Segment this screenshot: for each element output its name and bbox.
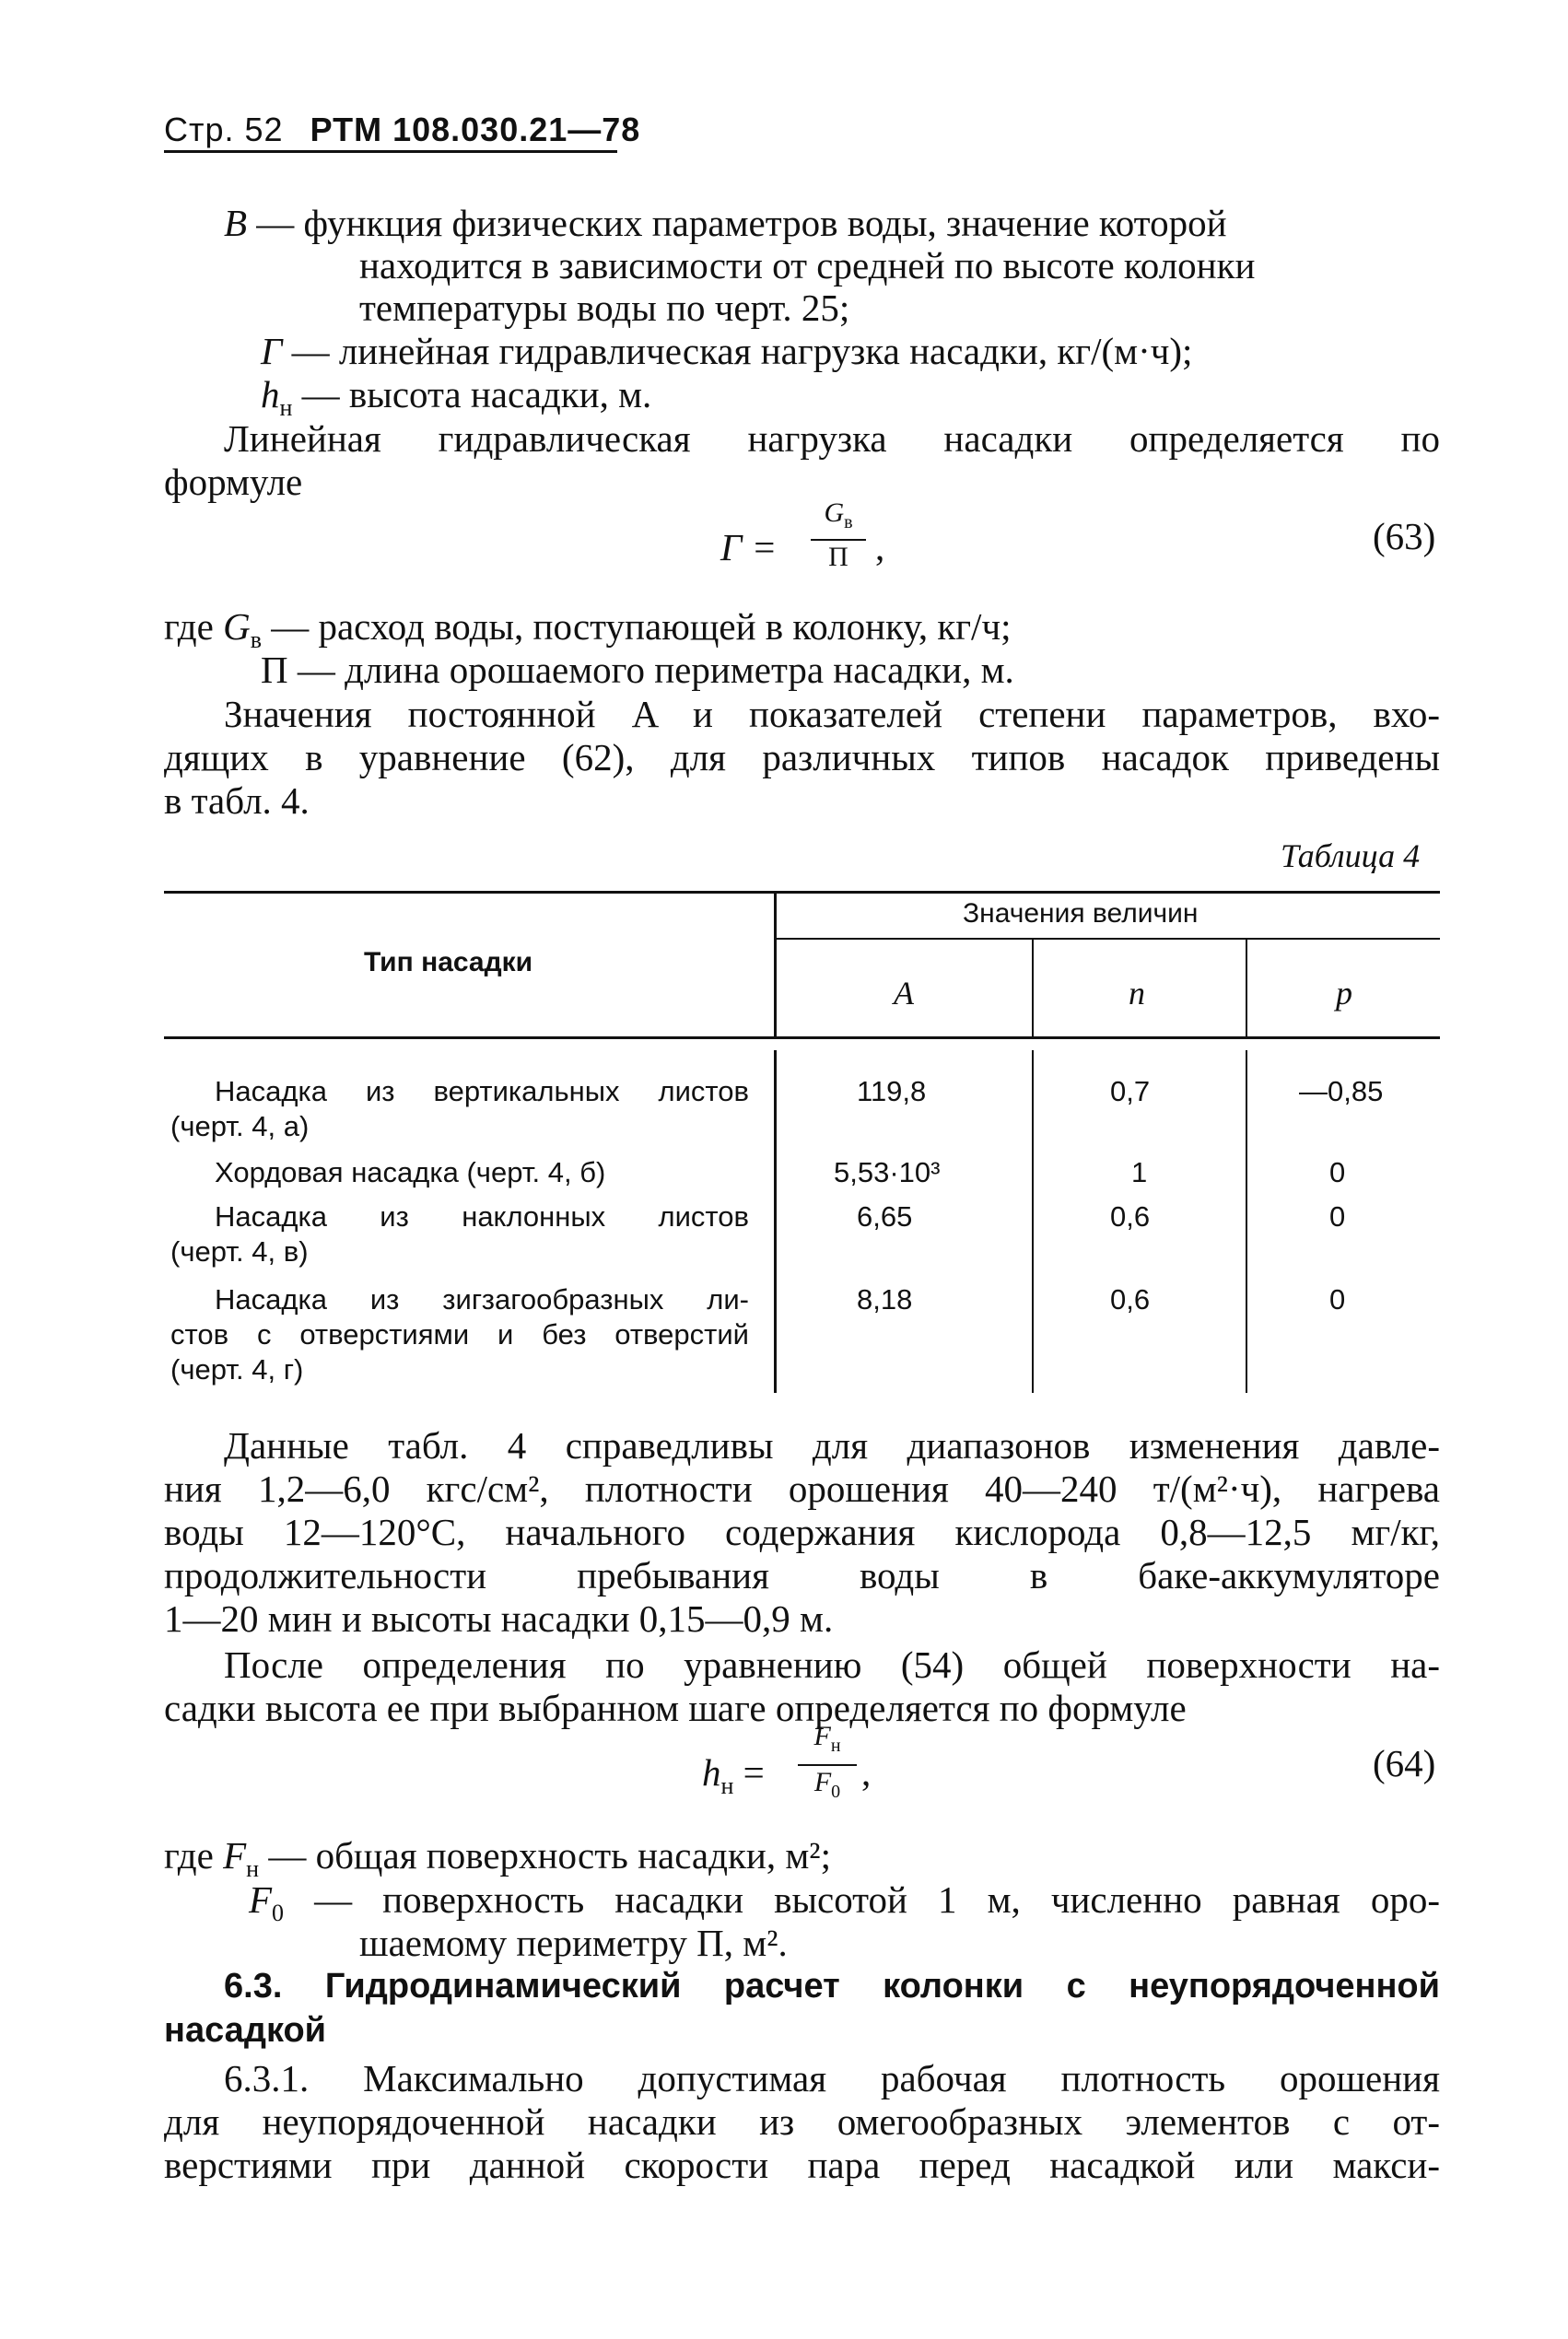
where-gv: где $G_в$ — расход воды, поступающей в колонку, кг/ч; bbox=[164, 605, 1012, 654]
table-group-header: Значения величин bbox=[963, 898, 1199, 929]
table-row-4-p: 0 bbox=[1329, 1283, 1346, 1316]
table-row-3-a: 6,65 bbox=[857, 1200, 913, 1233]
table-group-rule bbox=[777, 938, 1440, 940]
table-top-rule bbox=[164, 891, 1440, 894]
def-b: B — функция физических параметров воды, значение которой bbox=[224, 202, 1227, 244]
formula-63-numerator: $G_в$ bbox=[824, 497, 853, 532]
def-b-line2: находится в зависимости от средней по высоте колонки bbox=[359, 244, 1256, 287]
formula-63-denominator: П bbox=[828, 542, 848, 572]
page-number: Стр. 52 bbox=[164, 111, 284, 148]
formula-63-fraction-bar bbox=[811, 539, 866, 541]
equation-number-64: (64) bbox=[1373, 1742, 1436, 1784]
table-row-3-n: 0,6 bbox=[1110, 1200, 1151, 1233]
section-heading-line2: насадкой bbox=[164, 2011, 327, 2050]
table-row-1-n: 0,7 bbox=[1110, 1075, 1151, 1107]
table-col-divider-2 bbox=[1246, 938, 1247, 1036]
document-code: РТМ 108.030.21—78 bbox=[310, 111, 641, 148]
table-row-2-a: 5,53·10³ bbox=[834, 1156, 941, 1188]
para5-line1: 6.3.1. Максимально допустимая рабочая плотность орошения bbox=[224, 2057, 1440, 2099]
para1-line2: формуле bbox=[164, 461, 303, 503]
para1-line1: Линейная гидравлическая нагрузка насадки определяется по bbox=[224, 417, 1440, 460]
table-row-4-n: 0,6 bbox=[1110, 1283, 1151, 1316]
table-row-3-name-line2: (черт. 4, в) bbox=[170, 1235, 309, 1268]
section-heading-line1: 6.3. Гидродинамический расчет колонки с неупорядоченной bbox=[224, 1967, 1440, 2006]
where-f0-line2: шаемому периметру П, м². bbox=[359, 1922, 788, 1964]
formula-64-fraction-bar bbox=[798, 1764, 857, 1766]
def-b-line3: температуры воды по черт. 25; bbox=[359, 287, 850, 329]
para5-line2: для неупорядоченной насадки из омегообразных элементов с от- bbox=[164, 2100, 1440, 2143]
formula-64-denominator: $F_0$ bbox=[813, 1767, 841, 1802]
formula-63-comma: , bbox=[875, 526, 885, 568]
table-col-p: p bbox=[1336, 975, 1352, 1012]
table-row-1-name-line2: (черт. 4, а) bbox=[170, 1110, 310, 1142]
header-rule bbox=[164, 150, 617, 153]
para3-line1: Данные табл. 4 справедливы для диапазонов изменения давле- bbox=[224, 1424, 1440, 1467]
table-row-4-a: 8,18 bbox=[857, 1283, 913, 1316]
table-row-1-a: 119,8 bbox=[857, 1075, 927, 1107]
formula-64-numerator: $F_н$ bbox=[813, 1721, 841, 1756]
para2-line2: дящих в уравнение (62), для различных типов насадок приведены bbox=[164, 736, 1440, 778]
where-p: П — длина орошаемого периметра насадки, м. bbox=[261, 649, 1014, 691]
para4-line2: садки высота ее при выбранном шаге определяется по формуле bbox=[164, 1687, 1187, 1729]
table-caption: Таблица 4 bbox=[1281, 837, 1421, 874]
para5-line3: верстиями при данной скорости пара перед насадкой или макси- bbox=[164, 2144, 1440, 2186]
table-row-2-n: 1 bbox=[1131, 1156, 1148, 1188]
table-body-divider bbox=[774, 1050, 777, 1393]
table-row-2-p: 0 bbox=[1329, 1156, 1346, 1188]
def-h: $h_н$ — высота насадки, м. bbox=[261, 373, 652, 422]
para2-line1: Значения постоянной A и показателей степени параметров, вхо- bbox=[224, 693, 1440, 735]
para3-line5: 1—20 мин и высоты насадки 0,15—0,9 м. bbox=[164, 1597, 834, 1640]
table-row-4-name-line2: стов с отверстиями и без отверстий bbox=[170, 1318, 749, 1351]
table-row-3-name-line1: Насадка из наклонных листов bbox=[215, 1200, 749, 1233]
table-col-divider-1 bbox=[1032, 938, 1034, 1036]
table-header-divider bbox=[774, 891, 777, 1036]
table-row-3-p: 0 bbox=[1329, 1200, 1346, 1233]
formula-63-lhs: Г = bbox=[720, 526, 778, 568]
where-fn: где $F_н$ — общая поверхность насадки, м²; bbox=[164, 1834, 831, 1883]
table-col-n: n bbox=[1129, 975, 1145, 1012]
table-header-rule bbox=[164, 1036, 1440, 1039]
para2-line3: в табл. 4. bbox=[164, 779, 310, 822]
table-col-a: A bbox=[894, 975, 914, 1012]
para3-line3: воды 12—120°С, начального содержания кислорода 0,8—12,5 мг/кг, bbox=[164, 1511, 1440, 1553]
table-row-1-name-line1: Насадка из вертикальных листов bbox=[215, 1075, 749, 1107]
table-body-col-divider-2 bbox=[1246, 1050, 1247, 1393]
equation-number-63: (63) bbox=[1373, 515, 1436, 557]
para3-line4: продолжительности пребывания воды в баке-аккумуляторе bbox=[164, 1554, 1440, 1596]
where-f0: $F_0$ — поверхность насадки высотой 1 м, численно равная оро- bbox=[249, 1878, 1440, 1927]
formula-64-lhs: $h_н$ = bbox=[702, 1751, 765, 1800]
formula-64-comma: , bbox=[861, 1751, 872, 1794]
def-g: Г — линейная гидравлическая нагрузка насадки, кг/(м·ч); bbox=[261, 330, 1193, 372]
para3-line2: ния 1,2—6,0 кгс/см², плотности орошения 40—240 т/(м²·ч), нагрева bbox=[164, 1468, 1440, 1510]
table-body-col-divider-1 bbox=[1032, 1050, 1034, 1393]
table-col-type: Тип насадки bbox=[364, 947, 533, 977]
para4-line1: После определения по уравнению (54) общей поверхности на- bbox=[224, 1643, 1440, 1686]
table-row-4-name-line1: Насадка из зигзагообразных ли- bbox=[215, 1283, 749, 1316]
page-header bbox=[164, 111, 640, 149]
table-row-4-name-line3: (черт. 4, г) bbox=[170, 1353, 304, 1386]
table-row-1-p: —0,85 bbox=[1299, 1075, 1384, 1107]
table-row-2-name-line1: Хордовая насадка (черт. 4, б) bbox=[215, 1156, 606, 1188]
